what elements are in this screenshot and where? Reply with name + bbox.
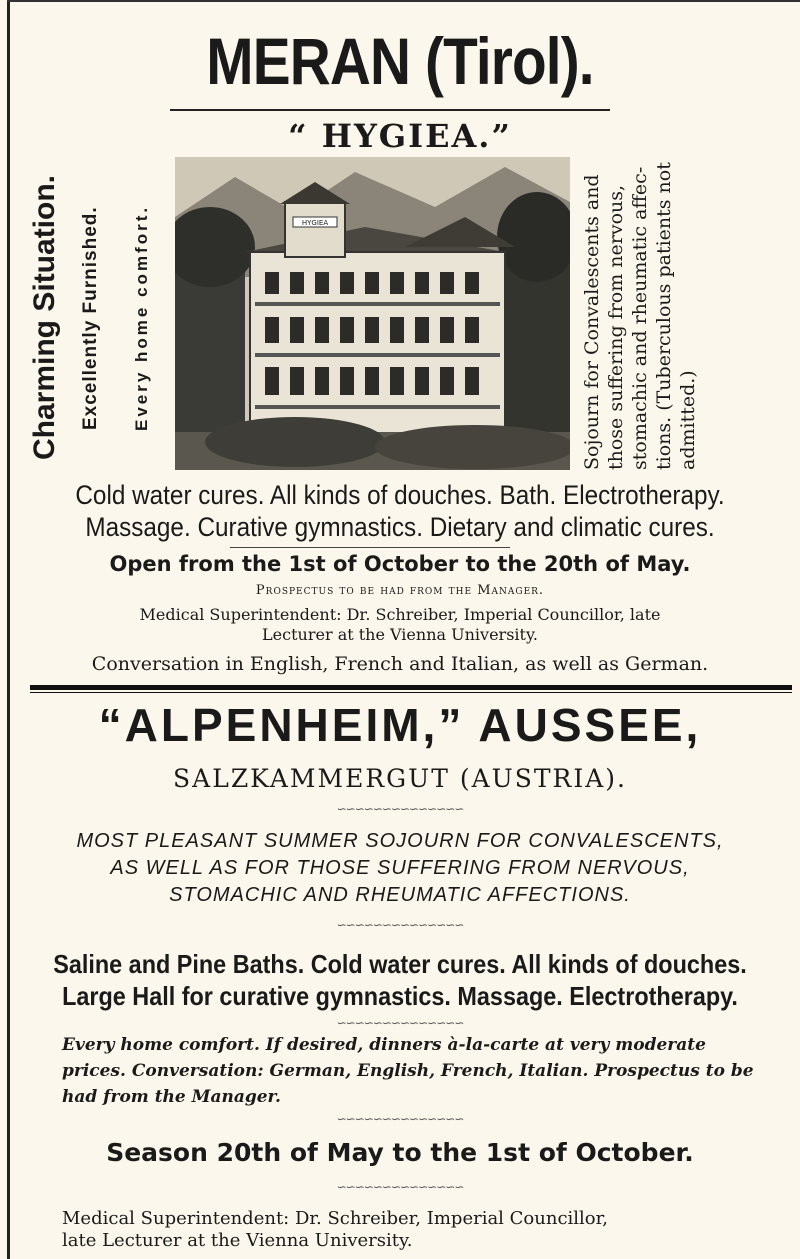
medical-line: Medical Superintendent: Dr. Schreiber, Imperial Councillor, — [62, 1208, 608, 1229]
open-rule — [230, 547, 510, 548]
hotel-name: “ HYGIEA.” — [288, 117, 512, 155]
ornament-divider: ∽∽∽∽∽∽∽∽∽∽∽∽∽∽ — [336, 918, 464, 932]
medical-superintendent-aussee — [62, 1208, 782, 1252]
hotel-sign: HYGIEA — [301, 219, 329, 227]
sojourn-description — [580, 160, 720, 470]
ornament-divider: ∽∽∽∽∽∽∽∽∽∽∽∽∽∽ — [336, 1180, 464, 1194]
sojourn-line: stomachic and rheumatic affec- — [629, 166, 651, 470]
open-period: Open from the 1st of October to the 20th of May. — [109, 552, 691, 576]
baths-line: Large Hall for curative gymnastics. Massage. Electrotherapy. — [62, 981, 738, 1011]
sojourn-line: Sojourn for Convalescents and — [581, 174, 603, 470]
baths-line: Saline and Pine Baths. Cold water cures. All kinds of douches. — [53, 949, 747, 979]
top-border — [7, 0, 800, 2]
comfort-paragraph: Every home comfort. If desired, dinners à-la-carte at very moderate prices. Conversation: German, English, French, Italian. Prospectus to be had from the Manager. — [62, 1035, 754, 1107]
headline-line: AS WELL AS FOR THOSE SUFFERING FROM NERVOUS, — [110, 857, 690, 879]
hotel-illustration — [175, 157, 570, 470]
sojourn-headline — [0, 828, 800, 909]
ornament-divider: ∽∽∽∽∽∽∽∽∽∽∽∽∽∽ — [336, 1112, 464, 1126]
sojourn-line: admitted.) — [677, 370, 699, 470]
medical-line: Lecturer at the Vienna University. — [262, 625, 538, 644]
section-divider-thin — [30, 692, 792, 693]
sojourn-line: tions. (Tuberculous patients not — [653, 162, 675, 470]
prospectus-note: Prospectus to be had from the Manager. — [255, 583, 545, 598]
side-text-charming: Charming Situation. — [28, 175, 61, 461]
medical-superintendent-meran — [0, 605, 800, 645]
alpenheim-location: SALZKAMMERGUT (AUSTRIA). — [173, 764, 627, 793]
meran-title: MERAN (Tirol). — [206, 24, 594, 98]
side-text-furnished: Excellently Furnished. — [80, 206, 101, 430]
cures-line-2: Massage. Curative gymnastics. Dietary and climatic cures. — [85, 512, 715, 542]
season-dates: Season 20th of May to the 1st of October. — [106, 1138, 694, 1167]
baths-list — [40, 948, 760, 1012]
medical-line: Medical Superintendent: Dr. Schreiber, Imperial Councillor, late — [139, 605, 661, 624]
medical-line: late Lecturer at the Vienna University. — [62, 1230, 413, 1251]
conversation-languages: Conversation in English, French and Italian, as well as German. — [91, 653, 709, 675]
ornament-divider: ∽∽∽∽∽∽∽∽∽∽∽∽∽∽ — [336, 1016, 464, 1030]
side-text-comfort: Every home comfort. — [132, 204, 151, 432]
headline-line: MOST PLEASANT SUMMER SOJOURN FOR CONVALESCENTS, — [76, 830, 724, 852]
headline-line: STOMACHIC AND RHEUMATIC AFFECTIONS. — [169, 884, 631, 906]
title-underline — [170, 109, 610, 111]
cures-line-1: Cold water cures. All kinds of douches. Bath. Electrotherapy. — [75, 480, 725, 510]
alpenheim-title: “ALPENHEIM,” AUSSEE, — [98, 699, 702, 751]
section-divider — [30, 685, 792, 690]
ornament-divider: ∽∽∽∽∽∽∽∽∽∽∽∽∽∽ — [336, 802, 464, 816]
sojourn-line: those suffering from nervous, — [605, 184, 627, 470]
